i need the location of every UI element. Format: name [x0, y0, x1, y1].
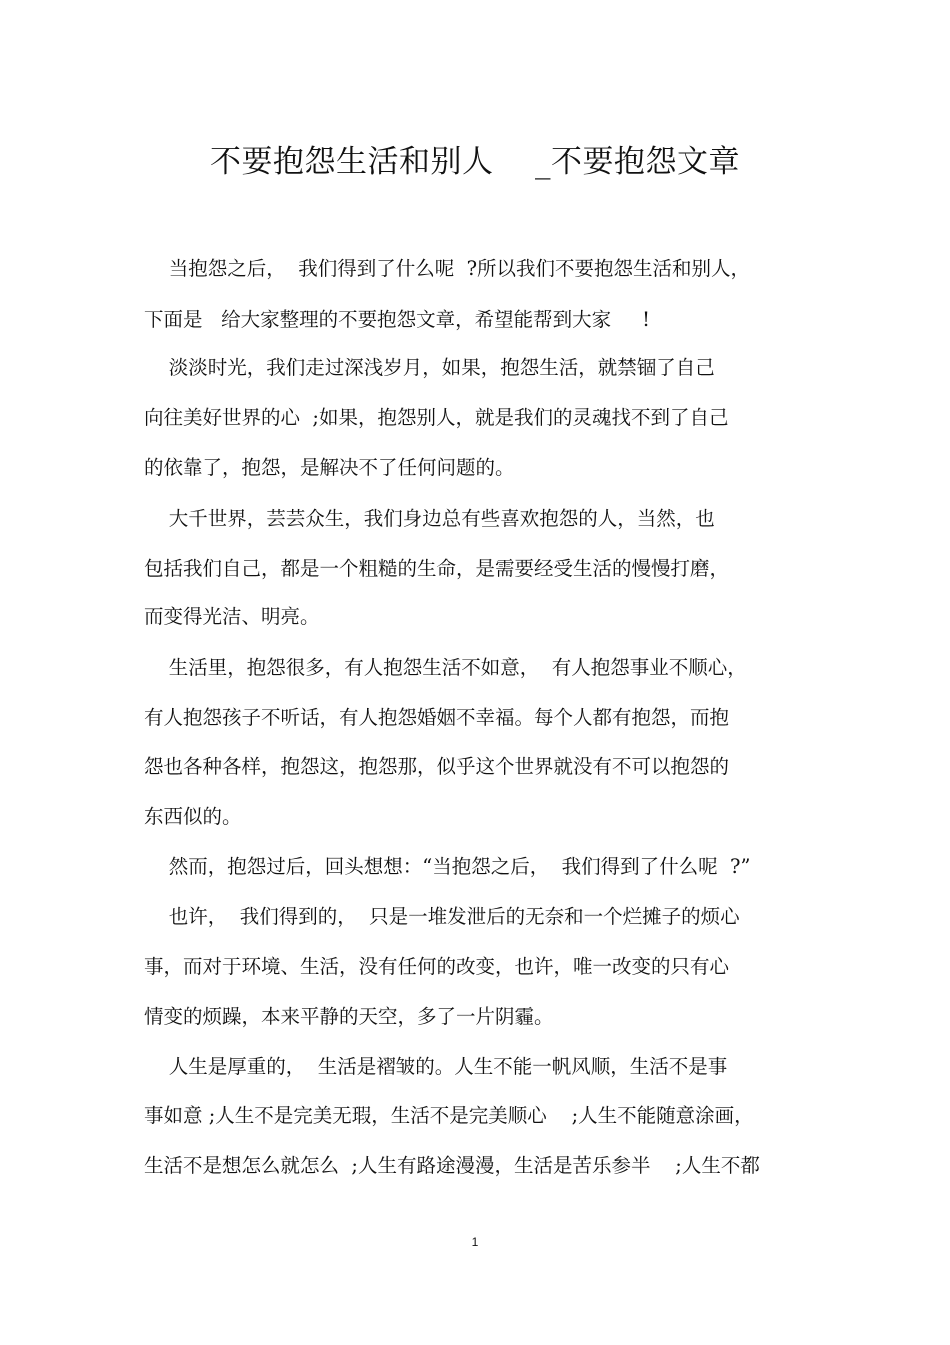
paragraph-line: 下面是 给大家整理的不要抱怨文章，希望能帮到大家 !	[144, 308, 650, 331]
paragraph-line: 人生是厚重的， 生活是褶皱的。人生不能一帆风顺，生活不是事	[144, 1055, 728, 1078]
document-title: 不要抱怨生活和别人 _不要抱怨文章	[210, 144, 740, 180]
paragraph-line: 东西似的。	[144, 805, 242, 828]
paragraph-line: 向往美好世界的心 ;如果，抱怨别人，就是我们的灵魂找不到了自己	[144, 406, 729, 429]
paragraph-line: 有人抱怨孩子不听话，有人抱怨婚姻不幸福。每个人都有抱怨，而抱	[144, 706, 730, 729]
page-number: 1	[471, 1235, 479, 1249]
paragraph-line: 然而，抱怨过后，回头想想：“当抱怨之后， 我们得到了什么呢 ?”	[144, 855, 751, 878]
paragraph-line: 大千世界，芸芸众生，我们身边总有些喜欢抱怨的人，当然，也	[144, 507, 715, 530]
paragraph-line: 生活里，抱怨很多，有人抱怨生活不如意， 有人抱怨事业不顺心，	[144, 656, 747, 679]
paragraph-line: 也许， 我们得到的， 只是一堆发泄后的无奈和一个烂摊子的烦心	[144, 905, 740, 928]
paragraph-line: 怨也各种各样，抱怨这，抱怨那，似乎这个世界就没有不可以抱怨的	[144, 755, 730, 778]
paragraph-line: 情变的烦躁，本来平静的天空，多了一片阴霾。	[144, 1005, 554, 1028]
paragraph-line: 而变得光洁、明亮。	[144, 605, 320, 628]
paragraph-line: 淡淡时光，我们走过深浅岁月，如果，抱怨生活，就禁锢了自己	[144, 356, 715, 379]
paragraph-line: 的依靠了，抱怨，是解决不了任何问题的。	[144, 456, 515, 479]
paragraph-line: 事，而对于环境、生活，没有任何的改变，也许，唯一改变的只有心	[144, 955, 730, 978]
paragraph-line: 事如意 ;人生不是完美无瑕，生活不是完美顺心 ;人生不能随意涂画，	[144, 1104, 754, 1127]
paragraph-line: 生活不是想怎么就怎么 ;人生有路途漫漫，生活是苦乐参半 ;人生不都	[144, 1154, 760, 1177]
paragraph-line: 包括我们自己，都是一个粗糙的生命，是需要经受生活的慢慢打磨，	[144, 557, 730, 580]
paragraph-line: 当抱怨之后， 我们得到了什么呢 ?所以我们不要抱怨生活和别人，	[144, 257, 751, 280]
